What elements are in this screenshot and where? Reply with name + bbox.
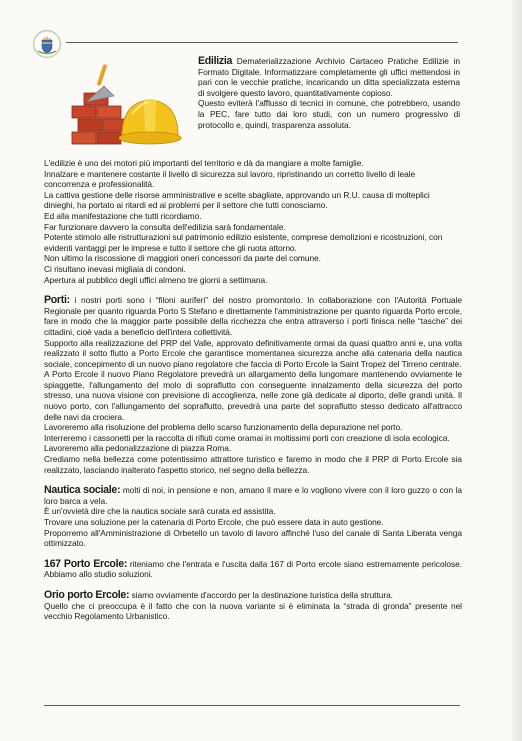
edilizia-section (44, 158, 462, 285)
top-rule (66, 42, 458, 43)
municipal-logo (33, 30, 61, 58)
municipal-coat-of-arms-icon (34, 31, 60, 57)
edilizia-intro-text: Dematerializzazione Archivio Cartaceo Pratiche Edilizie in Formato Digitale. Informatizzare completamente gli uffici mettendosi in pari con le vecchie pratiche, incaricando un ditta specializzata esterna di svolgere questo lavoro, quantitativamente copioso. (198, 56, 460, 98)
document-body (44, 56, 462, 622)
paragraph: riteniamo che l'entrata e l'uscita dalla 167 di Porto ercole siano estremamente pericolose. Abbiamo allo studio soluzioni. (44, 558, 462, 580)
nautica-section (44, 485, 462, 549)
paragraph: Quello che ci preoccupa è il fatto che con la nuova variante si è eliminata la “strada di gronda” presente nel vecchio Regolamento Urbanistico. (44, 600, 462, 622)
page-edge (512, 0, 522, 741)
paragraph: siamo ovviamente d'accordo per la destinazione turistica della struttura. (131, 589, 393, 600)
paragraph: È un'ovvietà dire che la nautica sociale sarà curata ed assistita. (44, 506, 276, 517)
paragraph: Crediamo nella bellezza come potentissimo attrattore turistico e faremo in modo che il PRP di Porto Ercole sia realizzato, lasciando inalterato l'aspetto storico, nel segno della bellezza. (44, 454, 462, 475)
orio-section (44, 590, 462, 622)
paragraph: Non ultimo la riscossione di maggiori oneri concessori da parte del comune. (44, 253, 321, 264)
orio-heading: Orio porto Ercole: (44, 588, 130, 601)
edilizia-intro (198, 56, 460, 158)
paragraph: Ci risultano inevasi migliaia di condoni. (44, 263, 186, 274)
paragraph: molti di noi, in pensione e non, amano il mare e lo vogliono vivere con il loro guzzo o con la loro barca a vela. (44, 485, 463, 506)
strada167-heading: 167 Porto Ercole: (44, 557, 128, 570)
paragraph: Lavoreremo alla pedonalizzazione di piazza Roma. (44, 443, 232, 454)
edilizia-intro-text: Questo eviterà l'afflusso di tecnici in comune, che potrebbero, usando la PEC, fare tutto dai loro studi, con un numero progressivo di protocollo e, quindi, trasparenza assoluta. (198, 98, 460, 130)
paragraph: Interreremo i cassonetti per la raccolta di rifiuti come oramai in moltissimi porti con creazione di isola ecologica. (44, 432, 450, 443)
nautica-heading: Nautica sociale: (44, 484, 121, 497)
paragraph: Far funzionare davvero la consulta dell'edilizia sarà fondamentale. (44, 221, 286, 232)
paragraph: Proporremo all'Amministrazione di Orbetello un tavolo di lavoro affinché l'uso del canale di Santa Liberata venga ottimizzato. (44, 527, 462, 549)
paragraph: Ed alla manifestazione che tutti ricordiamo. (44, 210, 202, 221)
porti-section (44, 295, 462, 475)
bottom-rule (44, 705, 460, 706)
paragraph: L'edilizie è uno dei motori più importanti del territorio e dà da mangiare a molte famiglie. (44, 158, 364, 168)
paragraph: Supporto alla realizzazione del PRP del Valle, approvato definitivamente ormai da quasi quattro anni e, una volta realizzato il sotto flutto a Porto Ercole che garantisce momentanea sicurezza anche alla catenaria della nautica sociale, concepimento di un nuovo piano regolatore che faccia di Porto Ercole la Saint Tropez del Tirreno centrale. (44, 337, 462, 369)
edilizia-heading: Edilizia (198, 55, 233, 67)
paragraph: Innalzare e mantenere costante il livello di sicurezza sul lavoro, ripristinando un corretto livello di leale concorrenza e professionalità. (44, 168, 416, 190)
paragraph: Potente stimolo alle ristrutturazioni sul patrimonio edilizio esistente, comprese demolizioni e ricostruzioni, con evidenti vantaggi per le imprese e tutto il settore che gli ruota attorno. (44, 232, 443, 253)
porti-heading: Porti: (44, 294, 70, 307)
paragraph: A Porto Ercole il nuovo Piano Regolatore prevedrà un allargamento della lungomare mantenendo ovviamente le spiaggette, l'allungamento del molo di sopraflutto con conseguente innalzamento della sicurezza del porto stresso, una nuova visione con previsione di accoglienza, nelle zone già dedicate al diporto, delle grandi unità. Il nuovo porto, con l'allungamento del sopraflutto, prevedrà una parte del sopraflutto stesso dedicato all'attracco delle navi da crociera. (44, 369, 462, 422)
paragraph: Apertura al pubblico degli uffici almeno tre giorni a settimana. (44, 274, 268, 285)
strada167-section (44, 559, 462, 580)
paragraph: Lavoreremo alla risoluzione del problema dello scarso funzionamento della depurazione nel porto. (44, 422, 403, 433)
paragraph: i nostri porti sono i “filoni auriferi” del nostro promontorio. In collaborazione con l'Autorità Portuale Regionale per quanto riguarda Porto S Stefano e direttamente l'amministrazione per quanto riguarda Porto ercole, fare in modo che la maggior parte possibile della ricchezza che entra attraverso i porti finisca nelle “tasche” dei cittadini, cioè vada a beneficio dell'intera collettività. (44, 295, 462, 337)
paragraph: Trovare una soluzione per la catenaria di Porto Ercole, che può essere data in auto gestione. (44, 517, 384, 527)
paragraph: La cattiva gestione delle risorse amministrative e scelte sbagliate, approvando un R.U. causa di molteplici dinieghi, ha portato ai ritardi ed ai problemi per il settore che tutti conosciamo. (44, 189, 430, 211)
